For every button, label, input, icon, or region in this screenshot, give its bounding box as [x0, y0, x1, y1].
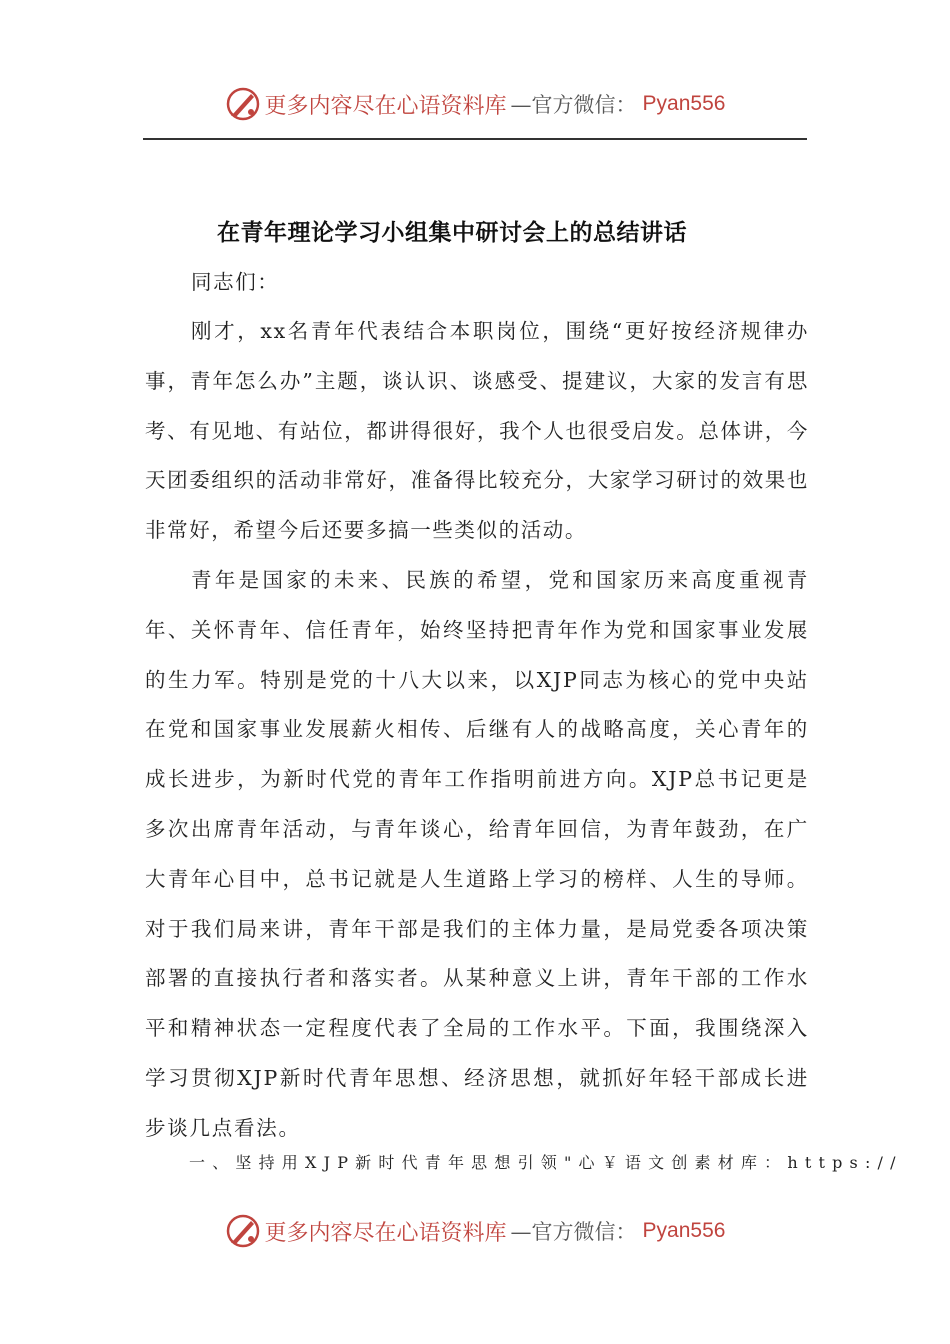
- banner-wechat-id: Pyan556: [642, 92, 726, 115]
- paragraph-3-heading: 一、坚持用XJP新时代青年思想引领"心￥语文创素材库：https://: [189, 1153, 903, 1172]
- paragraph-2: 青年是国家的未来、民族的希望，党和国家历来高度重视青年、关怀青年、信任青年，始终坚持把青年作为党和国家事业发展的生力军。特别是党的十八大以来，以XJP同志为核心的党中央站在党和国家事业发展薪火相传、后继有人的战略高度，关心青年的成长进步，为新时代党的青年工作指明前进方向。XJP总书记更是多次出席青年活动，与青年谈心，给青年回信，为青年鼓劲，在广大青年心目中，总书记就是人生道路上学习的榜样、人生的导师。对于我们局来讲，青年干部是我们的主体力量，是局党委各项决策部署的直接执行者和落实者。从某种意义上讲，青年干部的工作水平和精神状态一定程度代表了全局的工作水平。下面，我围绕深入学习贯彻XJP新时代青年思想、经济思想，就抓好年轻干部成长进步谈几点看法。: [145, 568, 809, 1140]
- footer-banner: [0, 1211, 950, 1251]
- pen-logo-icon: [225, 86, 261, 122]
- banner-separator-text: —官方微信：: [510, 93, 637, 117]
- pen-logo-icon: [225, 1213, 261, 1249]
- paragraph-1: 刚才，xx名青年代表结合本职岗位，围绕“更好按经济规律办事，青年怎么办”主题，谈认识、谈感受、提建议，大家的发言有思考、有见地、有站位，都讲得很好，我个人也很受启发。总体讲，今天团委组织的活动非常好，准备得比较充分，大家学习研讨的效果也非常好，希望今后还要多搞一些类似的活动。: [145, 319, 809, 543]
- greeting: 同志们：: [191, 270, 280, 294]
- banner-main-text: 更多内容尽在心语资料库: [264, 93, 507, 119]
- banner-wechat-id: Pyan556: [642, 1219, 726, 1242]
- header-divider: [143, 138, 807, 140]
- banner-main-text: 更多内容尽在心语资料库: [264, 1220, 507, 1246]
- banner-separator-text: —官方微信：: [510, 1220, 637, 1244]
- header-banner: [0, 84, 950, 124]
- document-title: 在青年理论学习小组集中研讨会上的总结讲话: [217, 219, 687, 246]
